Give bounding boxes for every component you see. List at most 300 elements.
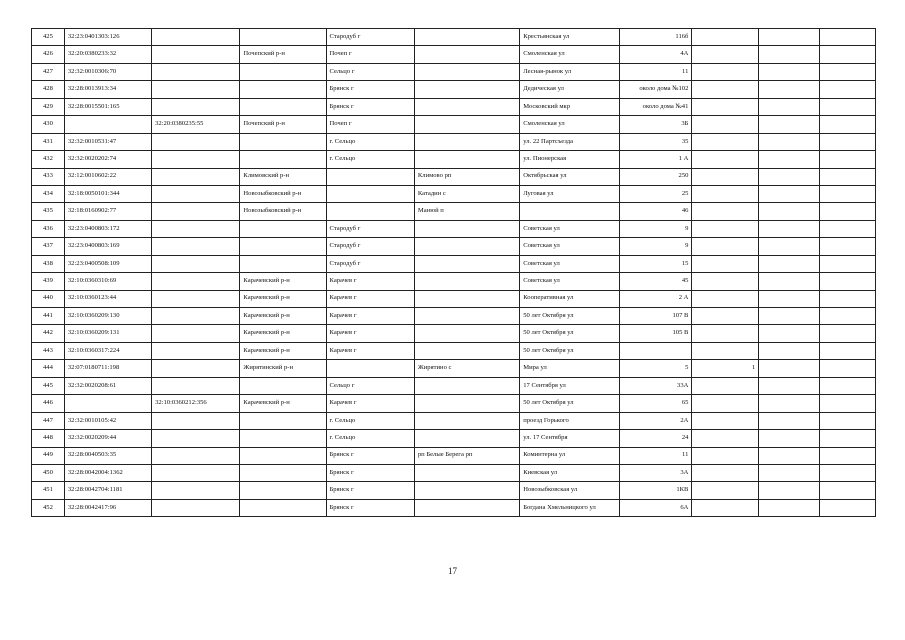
cadastral-number-2-cell — [152, 63, 240, 80]
house-cell: 15 — [619, 255, 692, 272]
cadastral-number-1-cell: 32:18:0050101:344 — [64, 185, 151, 202]
extra-3-cell — [820, 499, 876, 516]
table-row — [32, 63, 876, 80]
row-number-cell: 445 — [32, 377, 65, 394]
cadastral-number-1-cell: 32:32:0020208:61 — [64, 377, 151, 394]
extra-2-cell — [759, 342, 820, 359]
street-cell: Коминтерна ул — [520, 447, 620, 464]
city-cell: Карачев г — [326, 325, 414, 342]
extra-3-cell — [820, 308, 876, 325]
city-cell: Стародуб г — [326, 255, 414, 272]
cadastral-number-2-cell — [152, 308, 240, 325]
cadastral-number-1-cell: 32:28:0040503:35 — [64, 447, 151, 464]
extra-2-cell — [759, 430, 820, 447]
table-row — [32, 185, 876, 202]
extra-2-cell — [759, 308, 820, 325]
cadastral-number-1-cell: 32:28:0042004:1362 — [64, 464, 151, 481]
row-number-cell: 435 — [32, 203, 65, 220]
cadastral-number-1-cell — [64, 116, 151, 133]
district-cell — [240, 464, 326, 481]
row-number-cell: 440 — [32, 290, 65, 307]
cadastral-number-1-cell: 32:12:0010602:22 — [64, 168, 151, 185]
cadastral-number-1-cell: 32:28:0015501:165 — [64, 98, 151, 115]
table-row — [32, 29, 876, 46]
house-cell: 25 — [619, 185, 692, 202]
extra-2-cell — [759, 464, 820, 481]
settlement-cell — [414, 255, 519, 272]
extra-2-cell — [759, 325, 820, 342]
extra-1-cell — [692, 290, 759, 307]
extra-2-cell — [759, 273, 820, 290]
street-cell: Мира ул — [520, 360, 620, 377]
city-cell: Брянск г — [326, 447, 414, 464]
extra-3-cell — [820, 133, 876, 150]
city-cell: Почеп г — [326, 46, 414, 63]
house-cell: 1КВ — [619, 482, 692, 499]
city-cell: Брянск г — [326, 464, 414, 481]
house-cell: 9 — [619, 238, 692, 255]
extra-2-cell — [759, 238, 820, 255]
extra-1-cell — [692, 464, 759, 481]
extra-2-cell — [759, 360, 820, 377]
street-cell: ул. Пионерская — [520, 151, 620, 168]
district-cell — [240, 151, 326, 168]
row-number-cell: 446 — [32, 395, 65, 412]
extra-3-cell — [820, 290, 876, 307]
district-cell: Карачевский р-н — [240, 273, 326, 290]
extra-2-cell — [759, 29, 820, 46]
house-cell: 11 — [619, 63, 692, 80]
street-cell: ул. 17 Сентября — [520, 430, 620, 447]
extra-3-cell — [820, 63, 876, 80]
district-cell — [240, 29, 326, 46]
cadastral-number-2-cell — [152, 46, 240, 63]
row-number-cell: 428 — [32, 81, 65, 98]
table-row — [32, 273, 876, 290]
extra-2-cell — [759, 63, 820, 80]
row-number-cell: 444 — [32, 360, 65, 377]
street-cell: 50 лет Октября ул — [520, 325, 620, 342]
table-row — [32, 499, 876, 516]
row-number-cell: 438 — [32, 255, 65, 272]
table-row — [32, 116, 876, 133]
extra-1-cell — [692, 447, 759, 464]
extra-2-cell — [759, 290, 820, 307]
house-cell: 45 — [619, 273, 692, 290]
row-number-cell: 451 — [32, 482, 65, 499]
table-row — [32, 133, 876, 150]
settlement-cell — [414, 46, 519, 63]
district-cell — [240, 377, 326, 394]
extra-3-cell — [820, 185, 876, 202]
row-number-cell: 442 — [32, 325, 65, 342]
city-cell: Карачев г — [326, 342, 414, 359]
cadastral-number-2-cell: 32:10:0360212:356 — [152, 395, 240, 412]
cadastral-number-2-cell — [152, 499, 240, 516]
table-row — [32, 412, 876, 429]
cadastral-number-2-cell — [152, 238, 240, 255]
row-number-cell: 430 — [32, 116, 65, 133]
table-row — [32, 360, 876, 377]
district-cell: Новозыбковский р-н — [240, 203, 326, 220]
street-cell: Лесная-рынок ул — [520, 63, 620, 80]
street-cell: Советская ул — [520, 238, 620, 255]
cadastral-number-2-cell — [152, 447, 240, 464]
table-row — [32, 290, 876, 307]
settlement-cell — [414, 412, 519, 429]
extra-2-cell — [759, 377, 820, 394]
settlement-cell: Катадин с — [414, 185, 519, 202]
extra-2-cell — [759, 185, 820, 202]
cadastral-number-1-cell: 32:32:0010105:42 — [64, 412, 151, 429]
table-row — [32, 151, 876, 168]
house-cell: 116б — [619, 29, 692, 46]
cadastral-number-2-cell — [152, 185, 240, 202]
district-cell — [240, 255, 326, 272]
street-cell: ул. 22 Партсъезда — [520, 133, 620, 150]
street-cell: 50 лет Октября ул — [520, 308, 620, 325]
settlement-cell — [414, 395, 519, 412]
settlement-cell — [414, 308, 519, 325]
street-cell: проезд Горького — [520, 412, 620, 429]
district-cell — [240, 133, 326, 150]
extra-1-cell: 1 — [692, 360, 759, 377]
cadastral-number-1-cell: 32:10:0360123:44 — [64, 290, 151, 307]
city-cell: Почеп г — [326, 116, 414, 133]
extra-1-cell — [692, 273, 759, 290]
extra-1-cell — [692, 377, 759, 394]
city-cell: Брянск г — [326, 482, 414, 499]
city-cell: г. Сельцо — [326, 430, 414, 447]
row-number-cell: 452 — [32, 499, 65, 516]
extra-3-cell — [820, 168, 876, 185]
extra-3-cell — [820, 255, 876, 272]
extra-1-cell — [692, 238, 759, 255]
city-cell: Карачев г — [326, 290, 414, 307]
district-cell: Почепский р-н — [240, 46, 326, 63]
table-row — [32, 168, 876, 185]
district-cell: Почепский р-н — [240, 116, 326, 133]
cadastral-number-2-cell — [152, 464, 240, 481]
house-cell — [619, 342, 692, 359]
cadastral-number-2-cell — [152, 151, 240, 168]
settlement-cell — [414, 464, 519, 481]
extra-1-cell — [692, 342, 759, 359]
extra-3-cell — [820, 29, 876, 46]
district-cell — [240, 98, 326, 115]
row-number-cell: 431 — [32, 133, 65, 150]
house-cell: 3А — [619, 464, 692, 481]
cadastral-number-2-cell — [152, 360, 240, 377]
table-row — [32, 203, 876, 220]
street-cell: Советская ул — [520, 255, 620, 272]
cadastral-number-1-cell: 32:18:0160902:77 — [64, 203, 151, 220]
house-cell: 24 — [619, 430, 692, 447]
settlement-cell — [414, 377, 519, 394]
street-cell: Октябрьская ул — [520, 168, 620, 185]
street-cell: Смоленская ул — [520, 116, 620, 133]
house-cell: 35 — [619, 133, 692, 150]
row-number-cell: 448 — [32, 430, 65, 447]
city-cell: Карачев г — [326, 273, 414, 290]
cadastral-number-2-cell — [152, 273, 240, 290]
extra-2-cell — [759, 151, 820, 168]
settlement-cell — [414, 29, 519, 46]
cadastral-number-2-cell — [152, 482, 240, 499]
extra-1-cell — [692, 133, 759, 150]
city-cell: Сельцо г — [326, 63, 414, 80]
cadastral-number-1-cell: 32:32:0010531:47 — [64, 133, 151, 150]
street-cell: Кооперативная ул — [520, 290, 620, 307]
cadastral-number-1-cell — [64, 395, 151, 412]
city-cell — [326, 203, 414, 220]
extra-1-cell — [692, 168, 759, 185]
row-number-cell: 429 — [32, 98, 65, 115]
district-cell: Климовский р-н — [240, 168, 326, 185]
cadastral-number-1-cell: 32:23:0401303:126 — [64, 29, 151, 46]
table-row — [32, 342, 876, 359]
settlement-cell: рп Белые Берега рп — [414, 447, 519, 464]
house-cell: 2А — [619, 412, 692, 429]
row-number-cell: 443 — [32, 342, 65, 359]
street-cell: Богдана Хмельницкого ул — [520, 499, 620, 516]
extra-1-cell — [692, 482, 759, 499]
street-cell: 50 лет Октября ул — [520, 342, 620, 359]
row-number-cell: 447 — [32, 412, 65, 429]
row-number-cell: 432 — [32, 151, 65, 168]
district-cell — [240, 412, 326, 429]
extra-3-cell — [820, 238, 876, 255]
house-cell: 3Б — [619, 116, 692, 133]
extra-3-cell — [820, 273, 876, 290]
extra-2-cell — [759, 46, 820, 63]
settlement-cell: Манюй п — [414, 203, 519, 220]
cadastral-number-2-cell — [152, 325, 240, 342]
extra-2-cell — [759, 482, 820, 499]
extra-3-cell — [820, 447, 876, 464]
row-number-cell: 449 — [32, 447, 65, 464]
settlement-cell — [414, 238, 519, 255]
extra-3-cell — [820, 116, 876, 133]
cadastral-number-2-cell — [152, 133, 240, 150]
extra-1-cell — [692, 46, 759, 63]
street-cell: Киевская ул — [520, 464, 620, 481]
cadastral-number-1-cell: 32:20:0380233:32 — [64, 46, 151, 63]
cadastral-number-1-cell: 32:28:0042417:96 — [64, 499, 151, 516]
extra-1-cell — [692, 430, 759, 447]
cadastral-number-2-cell — [152, 220, 240, 237]
cadastral-number-1-cell: 32:32:0020202:74 — [64, 151, 151, 168]
extra-1-cell — [692, 220, 759, 237]
city-cell — [326, 168, 414, 185]
settlement-cell — [414, 133, 519, 150]
cadastral-number-1-cell: 32:07:0180711:198 — [64, 360, 151, 377]
house-cell: 33А — [619, 377, 692, 394]
extra-2-cell — [759, 412, 820, 429]
extra-1-cell — [692, 325, 759, 342]
street-cell: Новозыбковская ул — [520, 482, 620, 499]
cadastral-number-2-cell — [152, 255, 240, 272]
extra-1-cell — [692, 151, 759, 168]
cadastral-number-2-cell — [152, 98, 240, 115]
cadastral-number-2-cell — [152, 377, 240, 394]
row-number-cell: 439 — [32, 273, 65, 290]
extra-3-cell — [820, 151, 876, 168]
cadastral-number-1-cell: 32:32:0010306:70 — [64, 63, 151, 80]
district-cell: Карачевский р-н — [240, 342, 326, 359]
table-row — [32, 430, 876, 447]
cadastral-number-2-cell — [152, 412, 240, 429]
settlement-cell — [414, 273, 519, 290]
city-cell: Брянск г — [326, 98, 414, 115]
settlement-cell — [414, 325, 519, 342]
table-row — [32, 447, 876, 464]
extra-3-cell — [820, 430, 876, 447]
table-row — [32, 325, 876, 342]
extra-3-cell — [820, 482, 876, 499]
settlement-cell — [414, 290, 519, 307]
street-cell: Крестьянская ул — [520, 29, 620, 46]
cadastral-number-1-cell: 32:10:0360310:69 — [64, 273, 151, 290]
cadastral-number-2-cell — [152, 81, 240, 98]
street-cell: Советская ул — [520, 273, 620, 290]
cadastral-number-1-cell: 32:10:0360317:224 — [64, 342, 151, 359]
settlement-cell — [414, 116, 519, 133]
house-cell: 9 — [619, 220, 692, 237]
city-cell: Стародуб г — [326, 238, 414, 255]
extra-2-cell — [759, 203, 820, 220]
settlement-cell — [414, 81, 519, 98]
row-number-cell: 427 — [32, 63, 65, 80]
extra-1-cell — [692, 116, 759, 133]
row-number-cell: 437 — [32, 238, 65, 255]
table-row — [32, 46, 876, 63]
district-cell: Карачевский р-н — [240, 325, 326, 342]
city-cell: Стародуб г — [326, 29, 414, 46]
city-cell: Карачев г — [326, 395, 414, 412]
extra-3-cell — [820, 203, 876, 220]
settlement-cell: Климово рп — [414, 168, 519, 185]
street-cell: Дедическая ул — [520, 81, 620, 98]
district-cell — [240, 447, 326, 464]
extra-3-cell — [820, 81, 876, 98]
city-cell: Сельцо г — [326, 377, 414, 394]
district-cell — [240, 499, 326, 516]
settlement-cell — [414, 63, 519, 80]
extra-3-cell — [820, 98, 876, 115]
extra-2-cell — [759, 220, 820, 237]
house-cell: 2 А — [619, 290, 692, 307]
extra-3-cell — [820, 325, 876, 342]
extra-1-cell — [692, 395, 759, 412]
settlement-cell — [414, 482, 519, 499]
district-cell — [240, 430, 326, 447]
extra-3-cell — [820, 464, 876, 481]
house-cell: 6А — [619, 499, 692, 516]
settlement-cell — [414, 220, 519, 237]
extra-3-cell — [820, 377, 876, 394]
house-cell: 250 — [619, 168, 692, 185]
cadastral-number-1-cell: 32:23:0400803:169 — [64, 238, 151, 255]
city-cell: г. Сельцо — [326, 412, 414, 429]
extra-1-cell — [692, 412, 759, 429]
settlement-cell — [414, 98, 519, 115]
extra-3-cell — [820, 220, 876, 237]
cadastral-number-2-cell — [152, 290, 240, 307]
settlement-cell — [414, 151, 519, 168]
city-cell — [326, 185, 414, 202]
cadastral-number-1-cell: 32:28:0042704:1181 — [64, 482, 151, 499]
district-cell — [240, 238, 326, 255]
city-cell: г. Сельцо — [326, 133, 414, 150]
district-cell — [240, 81, 326, 98]
registry-table-container — [31, 28, 876, 517]
table-row — [32, 464, 876, 481]
street-cell: Луговая ул — [520, 185, 620, 202]
city-cell: Стародуб г — [326, 220, 414, 237]
street-cell: 50 лет Октября ул — [520, 395, 620, 412]
table-row — [32, 81, 876, 98]
extra-2-cell — [759, 168, 820, 185]
extra-1-cell — [692, 499, 759, 516]
house-cell: около дома №41 — [619, 98, 692, 115]
house-cell: 4А — [619, 46, 692, 63]
city-cell — [326, 360, 414, 377]
cadastral-number-1-cell: 32:32:0020209:44 — [64, 430, 151, 447]
city-cell: Брянск г — [326, 81, 414, 98]
extra-1-cell — [692, 63, 759, 80]
district-cell: Жирятинский р-н — [240, 360, 326, 377]
cadastral-number-2-cell — [152, 203, 240, 220]
house-cell: 107 В — [619, 308, 692, 325]
settlement-cell — [414, 342, 519, 359]
district-cell: Карачевский р-н — [240, 395, 326, 412]
house-cell: 1 А — [619, 151, 692, 168]
table-row — [32, 308, 876, 325]
district-cell — [240, 63, 326, 80]
row-number-cell: 441 — [32, 308, 65, 325]
table-row — [32, 220, 876, 237]
house-cell: 11 — [619, 447, 692, 464]
row-number-cell: 436 — [32, 220, 65, 237]
cadastral-number-1-cell: 32:10:0360209:130 — [64, 308, 151, 325]
extra-2-cell — [759, 133, 820, 150]
row-number-cell: 425 — [32, 29, 65, 46]
extra-2-cell — [759, 499, 820, 516]
extra-1-cell — [692, 98, 759, 115]
row-number-cell: 450 — [32, 464, 65, 481]
street-cell: Советская ул — [520, 220, 620, 237]
page-number: 17 — [448, 566, 457, 576]
house-cell: 105 В — [619, 325, 692, 342]
table-row — [32, 255, 876, 272]
cadastral-number-2-cell: 32:20:0380235:55 — [152, 116, 240, 133]
extra-1-cell — [692, 203, 759, 220]
street-cell — [520, 203, 620, 220]
extra-1-cell — [692, 81, 759, 98]
row-number-cell: 426 — [32, 46, 65, 63]
city-cell: г. Сельцо — [326, 151, 414, 168]
table-row — [32, 482, 876, 499]
house-cell: 65 — [619, 395, 692, 412]
extra-2-cell — [759, 255, 820, 272]
cadastral-number-2-cell — [152, 29, 240, 46]
cadastral-number-2-cell — [152, 168, 240, 185]
district-cell — [240, 482, 326, 499]
street-cell: Московский мкр — [520, 98, 620, 115]
row-number-cell: 433 — [32, 168, 65, 185]
settlement-cell — [414, 499, 519, 516]
